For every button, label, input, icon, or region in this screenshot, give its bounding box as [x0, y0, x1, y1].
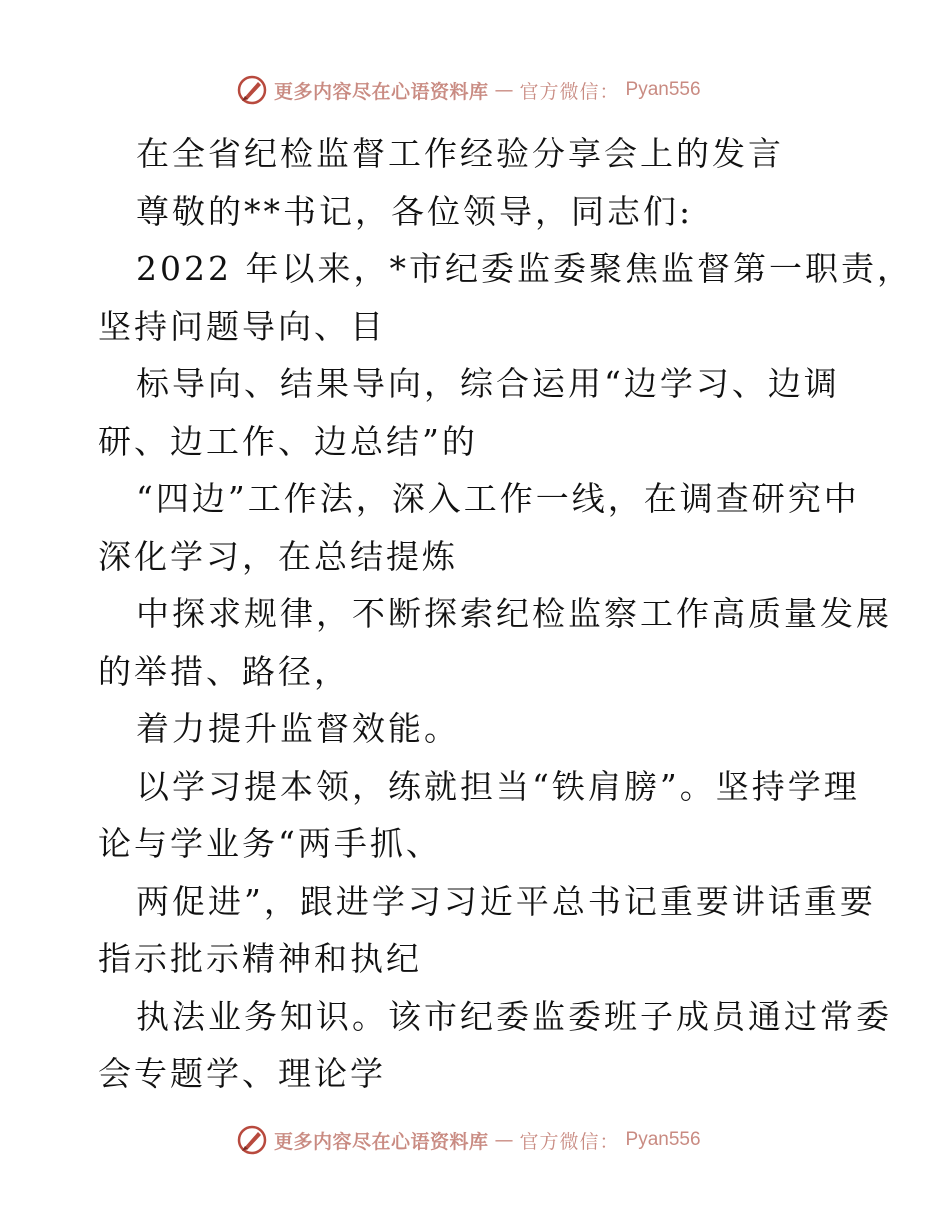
document-line: 的举措、路径， [98, 651, 350, 691]
watermark-main-text: 更多内容尽在心语资料库 [274, 1130, 489, 1153]
document-line: 指示批示精神和执纪 [98, 939, 422, 978]
document-line: 两促进”，跟进学习习近平总书记重要讲话重要 [136, 881, 876, 921]
footer-watermark [236, 1124, 701, 1156]
pen-logo-icon [236, 74, 268, 106]
document-line: 深化学习，在总结提炼 [98, 536, 458, 576]
watermark-wechat-label: 官方微信： [519, 1130, 620, 1153]
document-line: “四边”工作法，深入工作一线，在调查研究中 [136, 479, 860, 518]
document-line: 中探求规律，不断探索纪检监察工作高质量发展 [136, 594, 892, 633]
document-line: 在全省纪检监督工作经验分享会上的发言 [136, 134, 784, 173]
watermark-main-text: 更多内容尽在心语资料库 [274, 80, 489, 103]
document-line: 着力提升监督效能。 [136, 709, 460, 748]
watermark-wechat-label: 官方微信： [519, 80, 620, 103]
document-line: 标导向、结果导向，综合运用“边学习、边调 [136, 364, 840, 403]
watermark-wechat-id: Pyan556 [625, 79, 701, 100]
pen-logo-icon [236, 1124, 268, 1156]
document-line: 研、边工作、边总结”的 [98, 421, 478, 461]
document-line: 以学习提本领，练就担当“铁肩膀”。坚持学理 [136, 766, 860, 806]
document-line: 论与学业务“两手抓、 [98, 824, 442, 863]
document-line: 坚持问题导向、目 [98, 306, 386, 346]
header-watermark [236, 74, 701, 106]
document-line: 尊敬的**书记，各位领导，同志们: [136, 191, 694, 231]
document-body [98, 125, 913, 1103]
document-line: 会专题学、理论学 [98, 1054, 386, 1093]
document-line: 执法业务知识。该市纪委监委班子成员通过常委 [136, 996, 892, 1036]
watermark-separator: — [494, 79, 514, 101]
watermark-wechat-id: Pyan556 [625, 1129, 701, 1150]
watermark-separator: — [494, 1129, 514, 1151]
document-line: 2022 年以来，*市纪委监委聚焦监督第一职责， [136, 249, 913, 288]
